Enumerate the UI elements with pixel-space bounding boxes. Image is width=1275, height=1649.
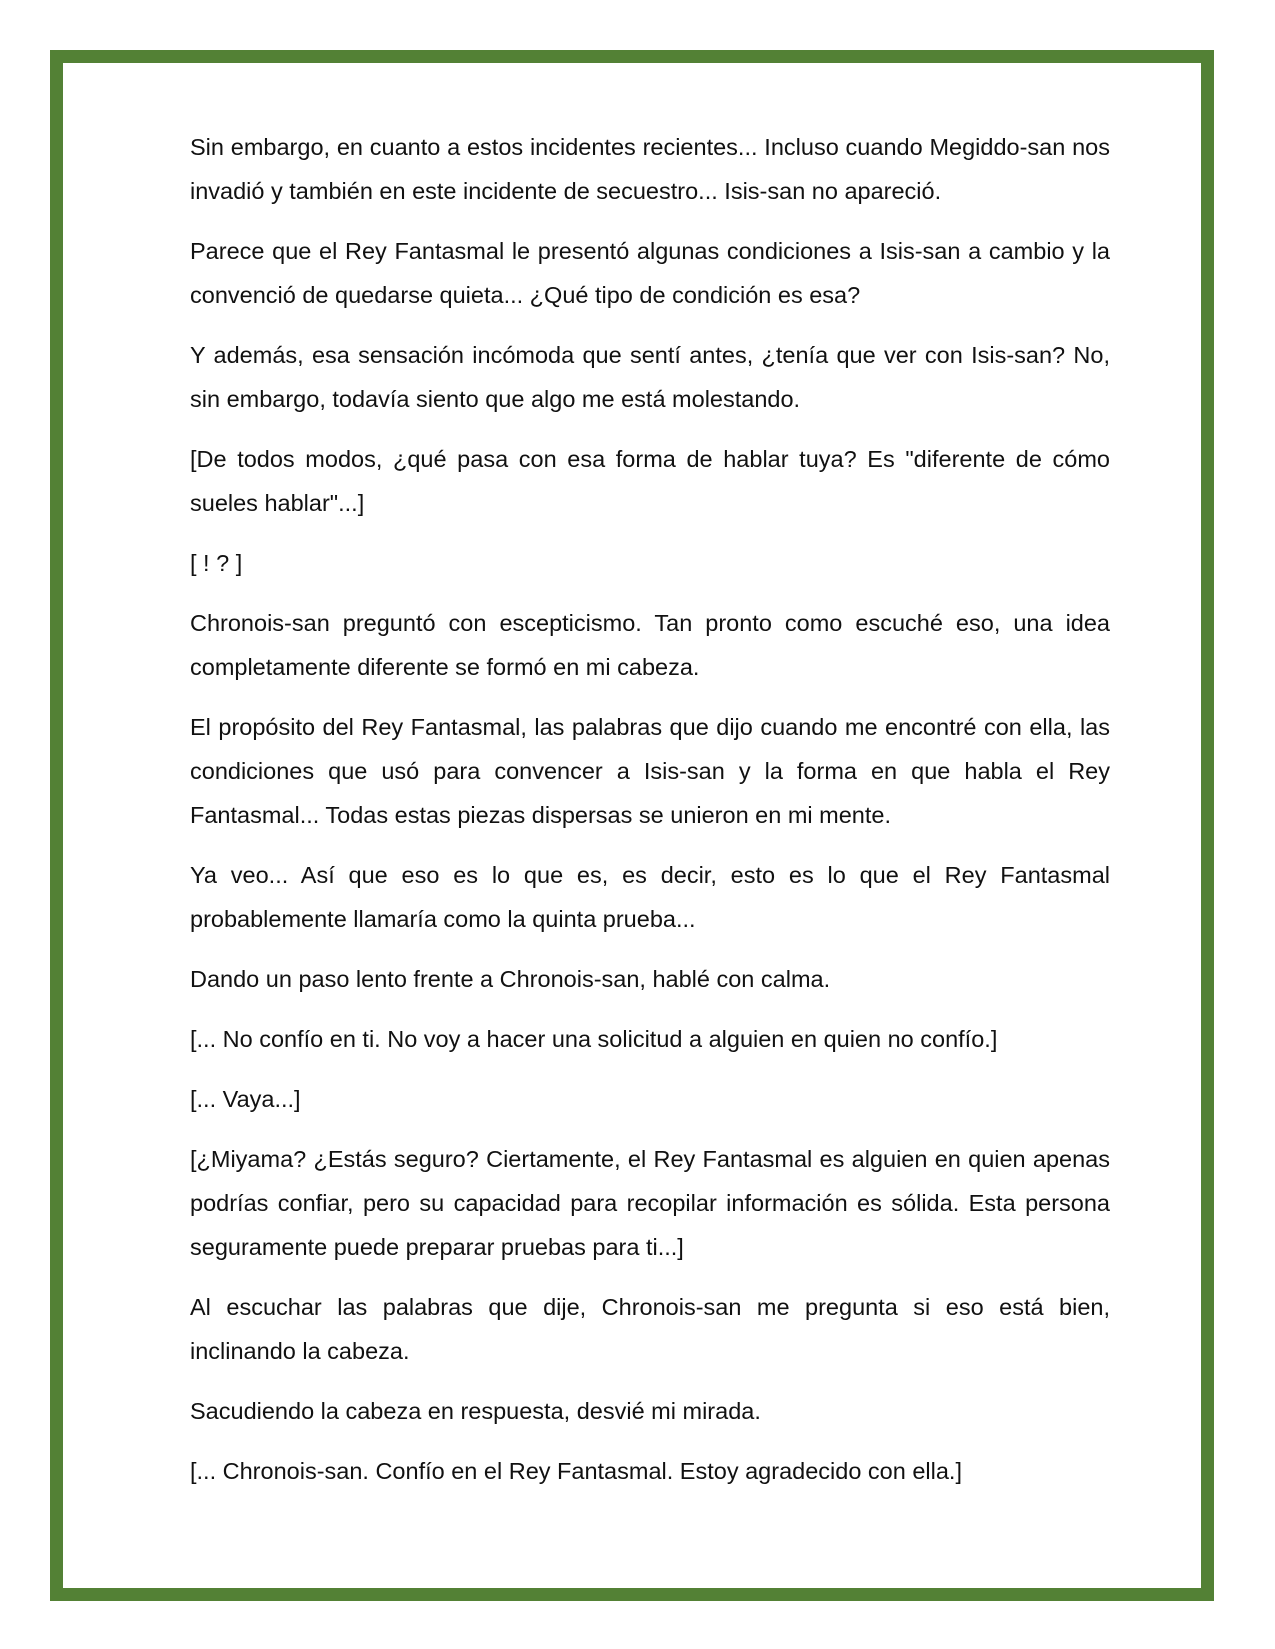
paragraph: [De todos modos, ¿qué pasa con esa forma de hablar tuya? Es "diferente de cómo sueles hablar"...]	[190, 446, 1110, 516]
paragraph: Al escuchar las palabras que dije, Chronois-san me pregunta si eso está bien, inclinando la cabeza.	[190, 1294, 1110, 1364]
paragraph: Y además, esa sensación incómoda que sentí antes, ¿tenía que ver con Isis-san? No, sin embargo, todavía siento que algo me está molestando.	[190, 342, 1110, 412]
paragraph: [¿Miyama? ¿Estás seguro? Ciertamente, el Rey Fantasmal es alguien en quien apenas podrías confiar, pero su capacidad para recopilar información es sólida. Esta persona seguramente puede preparar pruebas para ti...]	[190, 1146, 1110, 1260]
paragraph: [... No confío en ti. No voy a hacer una solicitud a alguien en quien no confío.]	[190, 1026, 998, 1052]
document-body	[190, 125, 1110, 1509]
paragraph: Sin embargo, en cuanto a estos incidentes recientes... Incluso cuando Megiddo-san nos invadió y también en este incidente de secuestro... Isis-san no apareció.	[190, 134, 1110, 204]
paragraph: El propósito del Rey Fantasmal, las palabras que dijo cuando me encontré con ella, las condiciones que usó para convencer a Isis-san y la forma en que habla el Rey Fantasmal... Todas estas piezas dispersas se unieron en mi mente.	[190, 714, 1110, 828]
paragraph: [ ! ? ]	[190, 550, 243, 576]
paragraph: [... Vaya...]	[190, 1086, 301, 1112]
paragraph: Ya veo... Así que eso es lo que es, es decir, esto es lo que el Rey Fantasmal probablemente llamaría como la quinta prueba...	[190, 862, 1110, 932]
paragraph: [... Chronois-san. Confío en el Rey Fantasmal. Estoy agradecido con ella.]	[190, 1458, 962, 1484]
paragraph: Parece que el Rey Fantasmal le presentó algunas condiciones a Isis-san a cambio y la convenció de quedarse quieta... ¿Qué tipo de condición es esa?	[190, 238, 1110, 308]
paragraph: Dando un paso lento frente a Chronois-san, hablé con calma.	[190, 966, 831, 992]
paragraph: Sacudiendo la cabeza en respuesta, desvié mi mirada.	[190, 1398, 761, 1424]
paragraph: Chronois-san preguntó con escepticismo. Tan pronto como escuché eso, una idea completamente diferente se formó en mi cabeza.	[190, 610, 1110, 680]
page-border-frame	[50, 50, 1214, 1601]
